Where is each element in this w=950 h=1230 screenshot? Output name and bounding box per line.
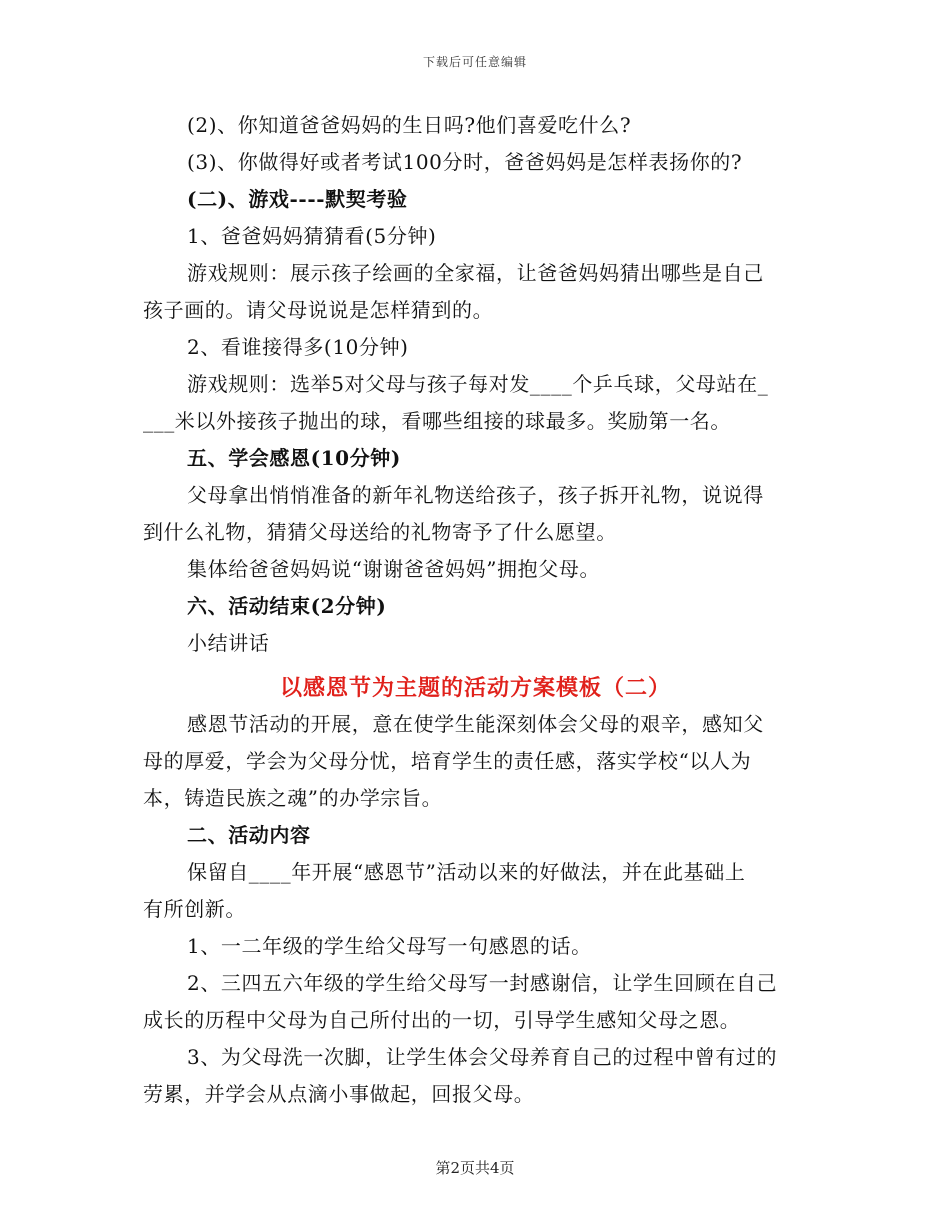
paragraph: 游戏规则：展示孩子绘画的全家福，让爸爸妈妈猜出哪些是自己	[187, 261, 764, 285]
paragraph: 1、一二年级的学生给父母写一句感恩的话。	[187, 934, 592, 958]
page-footer: 第2页共4页	[435, 1159, 515, 1177]
paragraph: 小结讲话	[187, 631, 270, 655]
paragraph: 3、为父母洗一次脚，让学生体会父母养育自己的过程中曾有过的	[187, 1045, 778, 1069]
paragraph-continuation: 成长的历程中父母为自己所付出的一切，引导学生感知父母之恩。	[143, 1008, 741, 1032]
paragraph: 保留自____年开展“感恩节”活动以来的好做法，并在此基础上	[187, 860, 746, 884]
paragraph: 2、看谁接得多(10分钟)	[187, 335, 409, 359]
paragraph: 集体给爸爸妈妈说“谢谢爸爸妈妈”拥抱父母。	[187, 557, 601, 581]
paragraph-continuation: 本，铸造民族之魂”的办学宗旨。	[143, 786, 443, 810]
paragraph: 1、爸爸妈妈猜猜看(5分钟)	[187, 224, 437, 248]
paragraph-continuation: 孩子画的。请父母说说是怎样猜到的。	[143, 298, 494, 322]
paragraph: 父母拿出悄悄准备的新年礼物送给孩子，孩子拆开礼物，说说得	[187, 483, 764, 507]
paragraph-continuation: 母的厚爱，学会为父母分忧，培育学生的责任感，落实学校“以人为	[143, 749, 752, 773]
section-heading: 二、活动内容	[187, 823, 311, 847]
paragraph: (3)、你做得好或者考试100分时，爸爸妈妈是怎样表扬你的?	[187, 150, 743, 174]
section-heading: 六、活动结束(2分钟)	[187, 594, 387, 618]
paragraph: 游戏规则：选举5对父母与孩子每对发____个乒乓球，父母站在_	[187, 372, 769, 396]
paragraph: 2、三四五六年级的学生给父母写一封感谢信，让学生回顾在自己	[187, 971, 778, 995]
page-header: 下载后可任意编辑	[422, 55, 527, 69]
section-heading: (二)、游戏----默契考验	[187, 187, 408, 211]
paragraph-continuation: 有所创新。	[143, 897, 246, 921]
paragraph: (2)、你知道爸爸妈妈的生日吗?他们喜爱吃什么?	[187, 113, 632, 137]
section-heading: 五、学会感恩(10分钟)	[187, 446, 401, 470]
section-title: 以感恩节为主题的活动方案模板（二）	[279, 675, 671, 701]
paragraph-continuation: 到什么礼物，猜猜父母送给的礼物寄予了什么愿望。	[143, 520, 617, 544]
paragraph: 感恩节活动的开展，意在使学生能深刻体会父母的艰辛，感知父	[187, 712, 764, 736]
paragraph-continuation: 劳累，并学会从点滴小事做起，回报父母。	[143, 1082, 535, 1106]
document-body	[143, 107, 808, 1113]
paragraph-continuation: ___米以外接孩子抛出的球，看哪些组接的球最多。奖励第一名。	[143, 409, 731, 433]
